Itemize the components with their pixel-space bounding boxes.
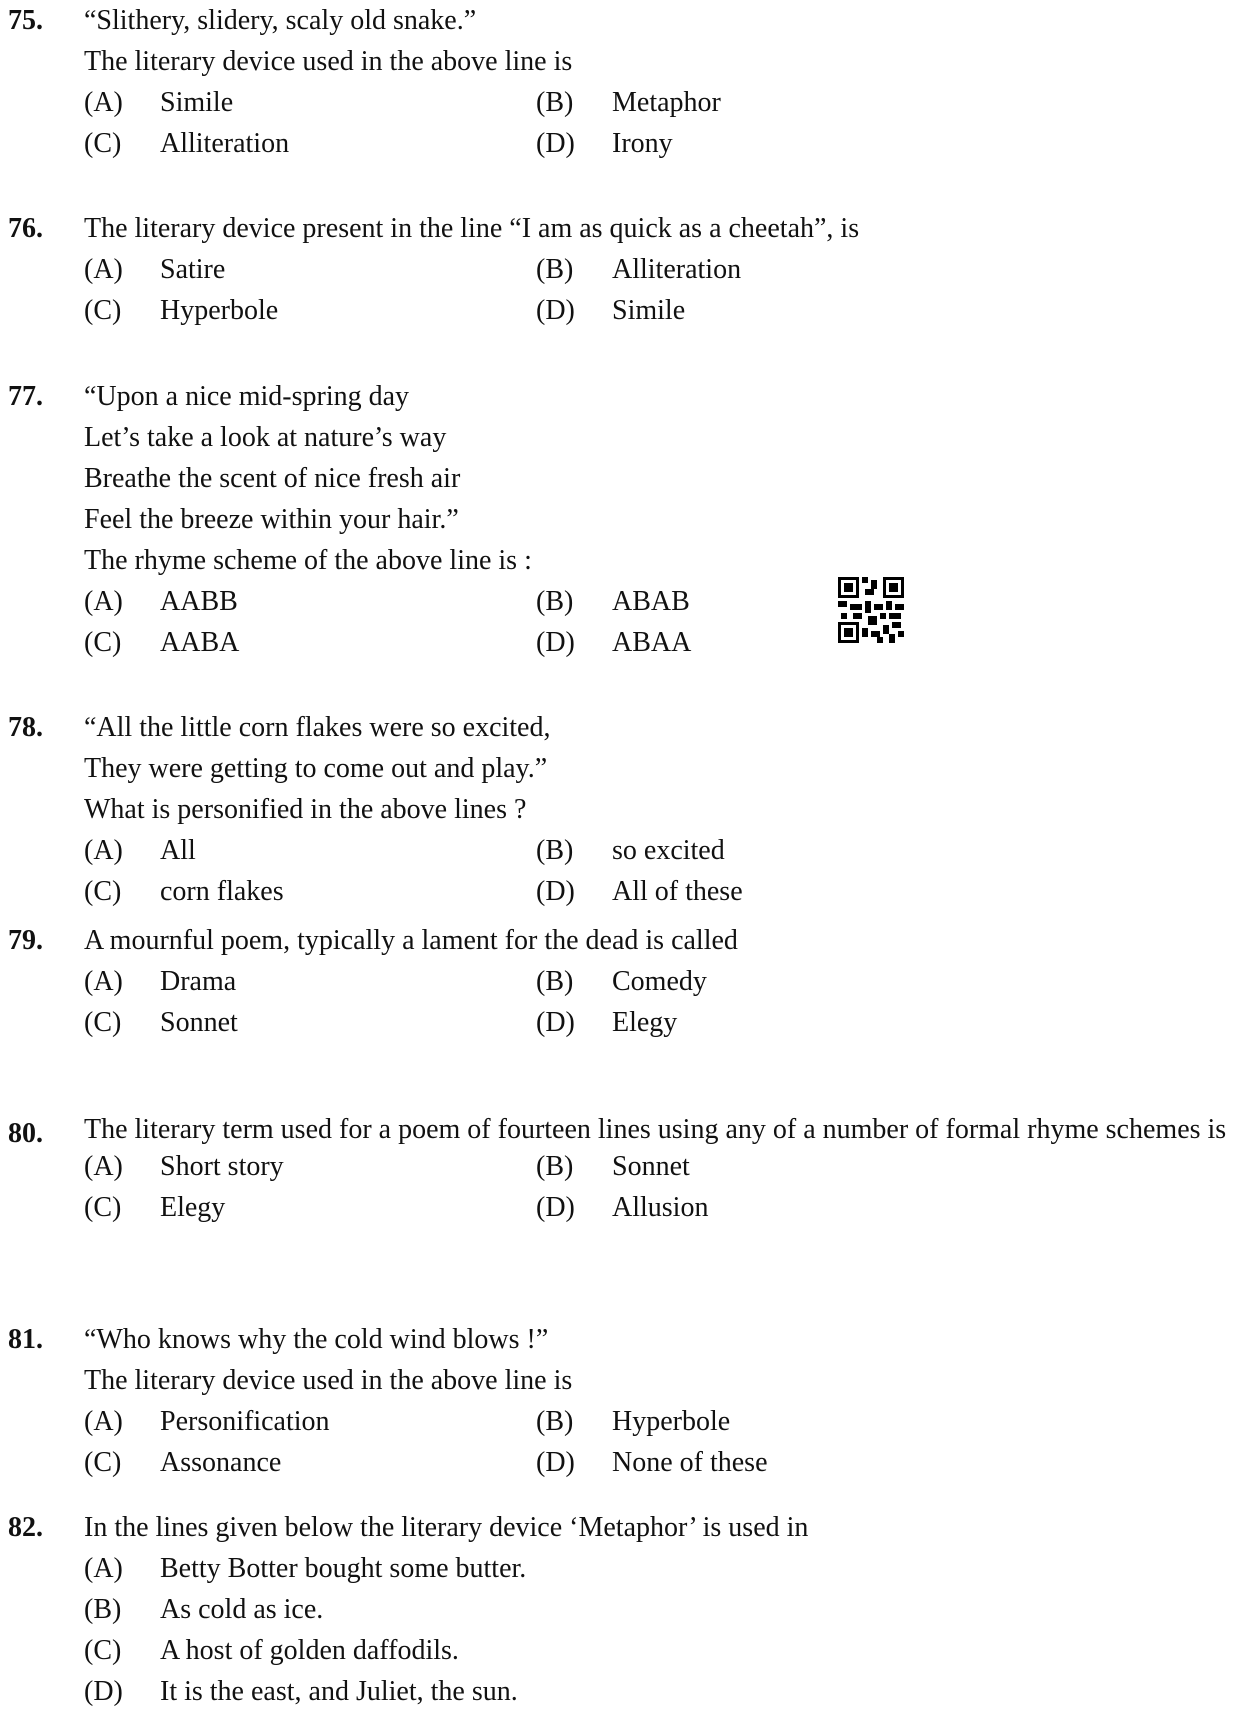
question-line: They were getting to come out and play.” [84, 753, 548, 784]
options [84, 249, 1236, 331]
option-d: (D) All of these [536, 876, 743, 907]
question-line: “All the little corn flakes were so excited, [84, 712, 551, 743]
options [84, 1548, 1236, 1712]
question-body [84, 707, 1236, 912]
question-number: 82. [8, 1512, 43, 1543]
options [84, 82, 1236, 164]
option-b: (B) ABAB [536, 586, 690, 617]
option-c: (C) corn flakes [84, 876, 284, 907]
option-b: (B) Hyperbole [536, 1406, 731, 1437]
question-number: 78. [8, 712, 43, 743]
question-line: Breathe the scent of nice fresh air [84, 463, 461, 494]
question-line: “Upon a nice mid-spring day [84, 381, 410, 412]
option-c: (C) Assonance [84, 1447, 282, 1478]
question-line: The literary device present in the line “I am as quick as a cheetah”, is [84, 213, 860, 244]
option-a: (A) Satire [84, 254, 226, 285]
option-b: (B) Alliteration [536, 254, 742, 285]
option-c: (C) Hyperbole [84, 295, 279, 326]
question-body [84, 1507, 1236, 1712]
option-c: (C) AABA [84, 627, 240, 658]
question-number: 76. [8, 213, 43, 244]
question-body [84, 376, 1236, 663]
option-b: (B) Metaphor [536, 87, 721, 118]
option-c: (C) Sonnet [84, 1007, 238, 1038]
option-d: (D) Irony [536, 128, 673, 159]
option-a: (A) AABB [84, 586, 238, 617]
options [84, 830, 1236, 912]
question-body [84, 0, 1236, 164]
question-line: The literary device used in the above line is [84, 1365, 573, 1396]
option-d: (D) Simile [536, 295, 686, 326]
options [84, 961, 1236, 1043]
option-a: (A) Simile [84, 87, 234, 118]
option-c: (C) Alliteration [84, 128, 290, 159]
question-body [84, 920, 1236, 1043]
options [84, 1401, 1236, 1483]
option-b: (B) Sonnet [536, 1151, 690, 1182]
option-b: (B) so excited [536, 835, 725, 866]
question-line: Feel the breeze within your hair.” [84, 504, 459, 535]
qr-code-icon [838, 577, 904, 643]
question-line: The literary device used in the above line is [84, 46, 573, 77]
question-line: “Who knows why the cold wind blows !” [84, 1324, 549, 1355]
question-body [84, 208, 1236, 331]
question-line: The literary term used for a poem of fourteen lines using any of a number of formal rhyme schemes is [84, 1114, 1227, 1145]
option-b: (B) Comedy [536, 966, 707, 997]
question-line: In the lines given below the literary device ‘Metaphor’ is used in [84, 1512, 809, 1543]
question-number: 75. [8, 5, 43, 36]
option-d: (D) ABAA [536, 627, 692, 658]
question-line: The rhyme scheme of the above line is : [84, 545, 532, 576]
question-number: 79. [8, 925, 43, 956]
option-b: (B) As cold as ice. [84, 1594, 324, 1625]
question-number: 80. [8, 1118, 43, 1149]
question-line: “Slithery, slidery, scaly old snake.” [84, 5, 477, 36]
option-c: (C) A host of golden daffodils. [84, 1635, 459, 1666]
option-a: (A) All [84, 835, 196, 866]
option-a: (A) Betty Botter bought some butter. [84, 1553, 527, 1584]
question-line: Let’s take a look at nature’s way [84, 422, 447, 453]
option-d: (D) It is the east, and Juliet, the sun. [84, 1676, 518, 1707]
option-d: (D) Allusion [536, 1192, 709, 1223]
option-a: (A) Personification [84, 1406, 330, 1437]
question-line: What is personified in the above lines ? [84, 794, 527, 825]
option-a: (A) Short story [84, 1151, 284, 1182]
option-c: (C) Elegy [84, 1192, 226, 1223]
options [84, 581, 1236, 663]
options [84, 1146, 1236, 1228]
question-number: 81. [8, 1324, 43, 1355]
question-line: A mournful poem, typically a lament for the dead is called [84, 925, 738, 956]
option-a: (A) Drama [84, 966, 237, 997]
question-body [84, 1113, 1236, 1228]
option-d: (D) None of these [536, 1447, 768, 1478]
question-body [84, 1319, 1236, 1483]
question-number: 77. [8, 381, 43, 412]
option-d: (D) Elegy [536, 1007, 678, 1038]
